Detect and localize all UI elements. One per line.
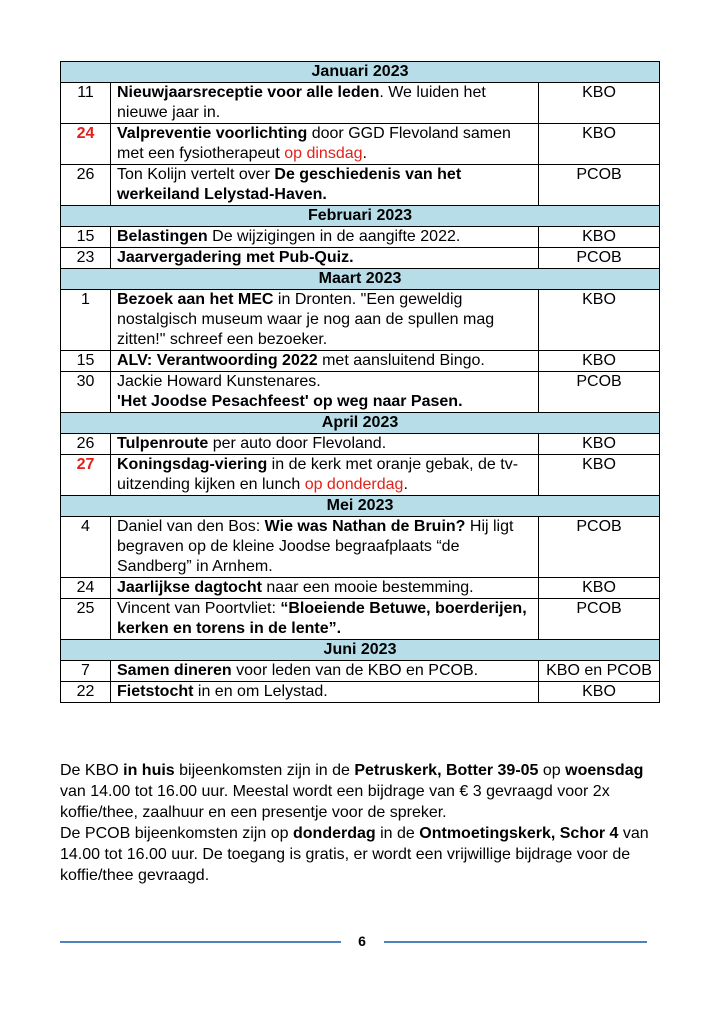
- text-run: met aansluitend Bingo.: [317, 352, 485, 369]
- event-day: 30: [61, 372, 111, 413]
- event-row: [61, 517, 660, 578]
- month-header-row: [61, 413, 660, 434]
- event-description: [111, 290, 539, 351]
- text-run: op: [538, 762, 566, 779]
- event-organizer: KBO en PCOB: [539, 661, 660, 682]
- event-description: [111, 661, 539, 682]
- event-day: 11: [61, 83, 111, 124]
- meeting-notes: [60, 760, 665, 886]
- event-day: 15: [61, 227, 111, 248]
- text-run: op donderdag: [304, 476, 404, 493]
- text-run: door GGD Flevoland samen met een fysiotherapeut: [117, 125, 511, 162]
- text-run: van 14.00 tot 16.00 uur. De toegang is gratis, er wordt een vrijwillige bijdrage voor de koffie/thee gevraagd.: [60, 825, 649, 884]
- page-number: 6: [358, 933, 366, 949]
- text-run: Wie was Nathan de Bruin?: [264, 518, 466, 535]
- text-run: Samen dineren: [117, 662, 232, 679]
- text-run: ALV: Verantwoording 2022: [117, 352, 318, 369]
- text-run: Jaarlijkse dagtocht: [117, 579, 262, 596]
- month-header: Februari 2023: [61, 206, 660, 227]
- text-run: .: [362, 145, 367, 162]
- event-description: [111, 124, 539, 165]
- footer-rule-left: [60, 941, 341, 943]
- footer-rule-right: [384, 941, 647, 943]
- event-row: [61, 124, 660, 165]
- text-run: De geschiedenis van het werkeiland Lelystad-Haven.: [117, 166, 462, 203]
- event-description: [111, 351, 539, 372]
- event-row: [61, 682, 660, 703]
- text-run: Daniel van den Bos:: [117, 518, 265, 535]
- event-organizer: KBO: [539, 682, 660, 703]
- event-organizer: KBO: [539, 578, 660, 599]
- event-day: 26: [61, 165, 111, 206]
- event-row: [61, 165, 660, 206]
- text-run: van 14.00 tot 16.00 uur. Meestal wordt een bijdrage van € 3 gevraagd voor 2x koffie/thee, zaalhuur en een presentje voor de spreker.: [60, 783, 610, 821]
- event-day: 7: [61, 661, 111, 682]
- event-day: 25: [61, 599, 111, 640]
- event-description: [111, 372, 539, 413]
- text-run: per auto door Flevoland.: [208, 435, 387, 452]
- event-row: [61, 578, 660, 599]
- text-run: Jaarvergadering met Pub-Quiz.: [117, 249, 354, 266]
- text-run: naar een mooie bestemming.: [261, 579, 474, 596]
- event-organizer: KBO: [539, 351, 660, 372]
- text-run: in huis: [123, 762, 175, 779]
- event-description: [111, 682, 539, 703]
- event-organizer: PCOB: [539, 248, 660, 269]
- event-day: 22: [61, 682, 111, 703]
- month-header-row: [61, 62, 660, 83]
- text-run: Petruskerk, Botter 39-05: [354, 762, 539, 779]
- event-row: [61, 372, 660, 413]
- event-organizer: KBO: [539, 124, 660, 165]
- text-run: De wijzigingen in de aangifte 2022.: [207, 228, 461, 245]
- text-run: Hij ligt begraven op de kleine Joodse begraafplaats “de Sandberg” in Arnhem.: [117, 518, 514, 575]
- event-organizer: KBO: [539, 290, 660, 351]
- month-header-row: [61, 640, 660, 661]
- text-run: Fietstocht: [117, 683, 194, 700]
- event-day: 24: [61, 578, 111, 599]
- text-run: op dinsdag: [284, 145, 363, 162]
- text-run: woensdag: [565, 762, 644, 779]
- text-run: in en om Lelystad.: [193, 683, 328, 700]
- text-run: donderdag: [293, 825, 376, 842]
- note-paragraph: [60, 760, 665, 823]
- text-run: Belastingen: [117, 228, 208, 245]
- text-run: voor leden van de KBO en PCOB.: [231, 662, 479, 679]
- text-run: Valpreventie voorlichting: [117, 125, 308, 142]
- text-run: “Bloeiende Betuwe, boerderijen, kerken en torens in de lente”.: [117, 600, 527, 637]
- event-description: [111, 248, 539, 269]
- text-run: De PCOB bijeenkomsten zijn op: [60, 825, 293, 842]
- text-run: Bezoek aan het MEC: [117, 291, 274, 308]
- text-run: bijeenkomsten zijn in de: [174, 762, 355, 779]
- text-run: Nieuwjaarsreceptie voor alle leden: [117, 84, 380, 101]
- event-organizer: PCOB: [539, 599, 660, 640]
- month-header: Januari 2023: [61, 62, 660, 83]
- event-row: [61, 434, 660, 455]
- event-row: [61, 227, 660, 248]
- event-description: [111, 517, 539, 578]
- month-header: Juni 2023: [61, 640, 660, 661]
- month-header-row: [61, 269, 660, 290]
- event-description: [111, 599, 539, 640]
- text-run: in de: [375, 825, 420, 842]
- event-row: [61, 248, 660, 269]
- month-header-row: [61, 206, 660, 227]
- text-run: in Dronten. "Een geweldig nostalgisch museum waar je nog aan de spullen mag zitten!" schreef een bezoeker.: [117, 291, 495, 348]
- event-day: 24: [61, 124, 111, 165]
- events-table-body: [61, 62, 660, 703]
- event-organizer: PCOB: [539, 517, 660, 578]
- event-row: [61, 83, 660, 124]
- text-run: Koningsdag-viering: [117, 456, 268, 473]
- month-header: April 2023: [61, 413, 660, 434]
- event-description: [111, 578, 539, 599]
- event-organizer: PCOB: [539, 372, 660, 413]
- event-description: [111, 227, 539, 248]
- event-description: [111, 165, 539, 206]
- event-row: [61, 351, 660, 372]
- text-run: Vincent van Poortvliet:: [117, 600, 281, 617]
- event-organizer: KBO: [539, 434, 660, 455]
- text-run: Jackie Howard Kunstenares.: [117, 373, 321, 390]
- event-day: 26: [61, 434, 111, 455]
- text-run: 'Het Joodse Pesachfeest' op weg naar Pasen.: [117, 393, 463, 410]
- event-day: 15: [61, 351, 111, 372]
- event-description: [111, 434, 539, 455]
- events-table: [60, 61, 660, 703]
- event-organizer: KBO: [539, 455, 660, 496]
- event-day: 27: [61, 455, 111, 496]
- month-header: Maart 2023: [61, 269, 660, 290]
- month-header: Mei 2023: [61, 496, 660, 517]
- month-header-row: [61, 496, 660, 517]
- text-run: De KBO: [60, 762, 124, 779]
- event-day: 23: [61, 248, 111, 269]
- event-description: [111, 83, 539, 124]
- text-run: Ontmoetingskerk, Schor 4: [419, 825, 619, 842]
- event-day: 4: [61, 517, 111, 578]
- event-row: [61, 290, 660, 351]
- text-run: Tulpenroute: [117, 435, 209, 452]
- event-organizer: PCOB: [539, 165, 660, 206]
- event-organizer: KBO: [539, 227, 660, 248]
- text-run: in de kerk met oranje gebak, de tv-uitzending kijken en lunch: [117, 456, 519, 493]
- event-description: [111, 455, 539, 496]
- event-day: 1: [61, 290, 111, 351]
- text-run: Ton Kolijn vertelt over: [117, 166, 275, 183]
- text-run: .: [403, 476, 408, 493]
- event-organizer: KBO: [539, 83, 660, 124]
- event-row: [61, 599, 660, 640]
- event-row: [61, 661, 660, 682]
- note-paragraph: [60, 823, 665, 886]
- event-row: [61, 455, 660, 496]
- text-run: . We luiden het nieuwe jaar in.: [117, 84, 486, 121]
